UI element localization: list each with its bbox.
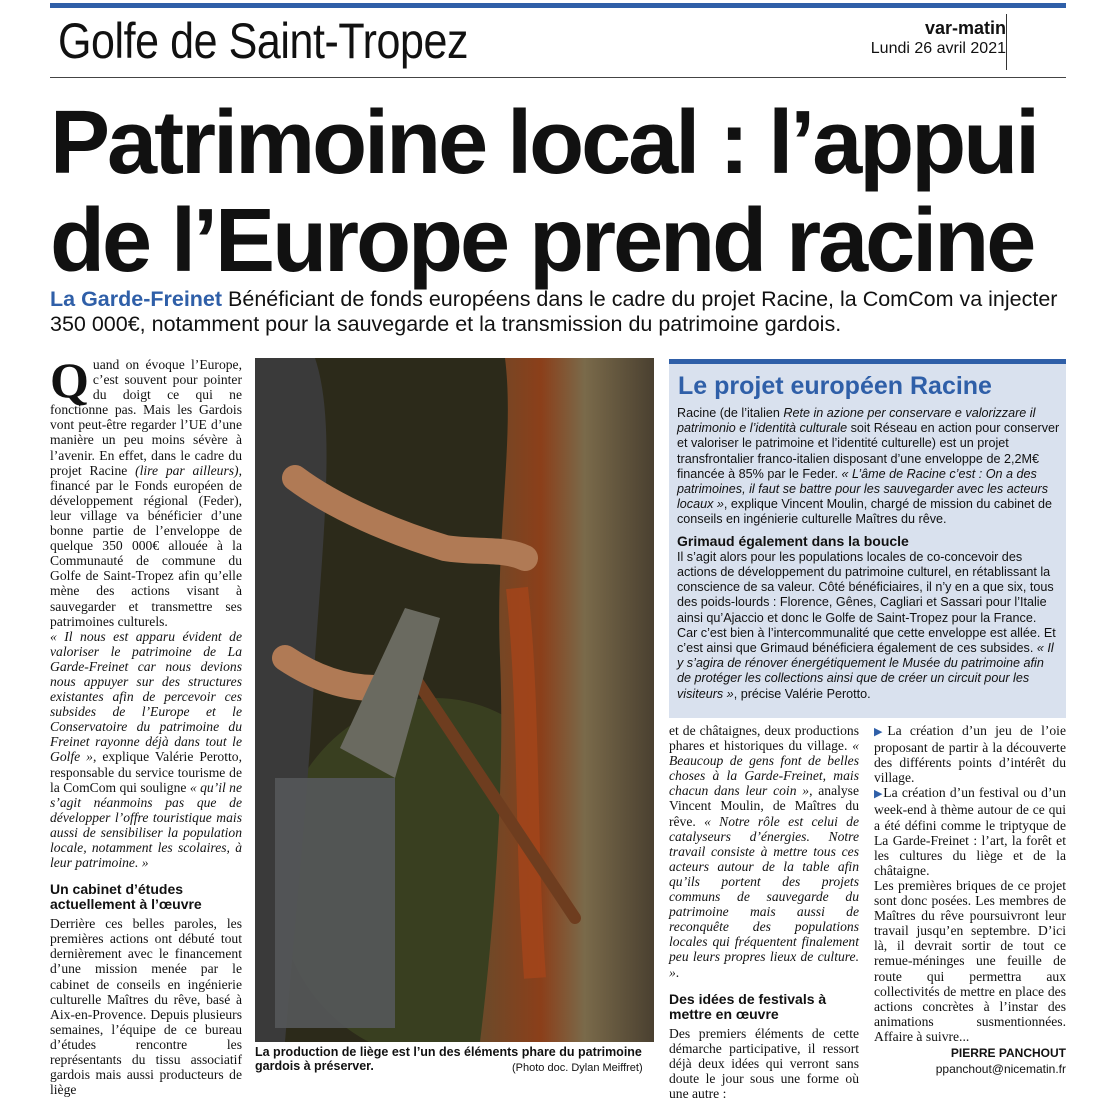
text-run: , explique Valérie Perotto, responsable du service tourisme de la ComCom qui souligne <box>50 749 242 795</box>
paragraph: Des premiers éléments de cette démarche participative, il ressort déjà deux idées qui verront sans doute le jour sous une forme où une autre : <box>669 1025 859 1101</box>
italic-run: (lire par ailleurs) <box>135 462 239 478</box>
paragraph <box>50 352 242 629</box>
article-headline <box>50 94 1090 290</box>
paragraph: Derrière ces belles paroles, les premières actions ont débuté tout dernièrement avec le financement d’une mission menée par le cabinet de conseils en ingénierie culturelle Maîtres du rêve, basé à Aix-en-Provence. Depuis plusieurs semaines, l’équipe de ce bureau d’études rencontre les représentants du tissu associatif gardois mais aussi producteurs de liège <box>50 916 242 1098</box>
box-subheading: Grimaud également dans la boucle <box>677 532 909 549</box>
box-title: Le projet européen Racine <box>678 372 992 400</box>
text-run: Racine (de l’italien <box>677 406 784 420</box>
author-name: PIERRE PANCHOUT <box>950 1046 1066 1060</box>
subheading: Un cabinet d’études actuellement à l’œuvre <box>50 881 202 913</box>
quote-run: « Il y s’agira de rénover énergétiquement le Musée du patrimoine afin de protéger les collections ainsi que de créer un circuit pour les visiteurs » <box>677 641 1054 701</box>
triangle-bullet-icon: ▶ <box>874 788 884 801</box>
italic-run: Rete in azione per conservare e valorizzare il patrimonio e l’identità culturale <box>677 406 1036 436</box>
lead-text: Bénéficiant de fonds européens dans le cadre du projet Racine, la ComCom va injecter 350 000€, notamment pour la sauvegarde et la transmission du patrimoine gardois. <box>50 287 1058 336</box>
quote-run: « Il nous est apparu évident de valoriser le patrimoine de La Garde-Freinet car nous devions nous appuyer sur des structures existantes afin de percevoir ces subsides de l’Europe et le Conservatoire du patrimoine du Freinet rayonne déjà dans tout le Golfe » <box>50 628 242 765</box>
text-run: . <box>675 964 680 980</box>
paragraph <box>669 723 859 980</box>
brand-name: var-matin <box>924 18 1006 38</box>
vertical-divider <box>1006 14 1007 70</box>
quote-run: « Beaucoup de gens font de belles choses à la Garde-Freinet, mais chacun dans leur coin » <box>669 738 859 799</box>
text-run: et de châtaignes, deux productions phares et historiques du village. <box>669 723 859 754</box>
header-divider <box>50 77 1066 78</box>
byline <box>874 1045 1066 1077</box>
text-run: , financé par le Fonds européen de développement régional (Feder), leur village va bénéficier d’une bonne partie de l’enveloppe de quelque 350 000€ allouée à la Communauté de commune du Golfe de Saint-Tropez afin qu’elle mène des actions visant à sauvegarder et transmettre ses patrimoines culturels. <box>50 462 242 629</box>
issue-date: Lundi 26 avril 2021 <box>870 40 1006 57</box>
paragraph <box>677 406 1060 528</box>
lead-place: La Garde-Freinet <box>50 287 223 311</box>
bullet-item <box>874 785 1066 878</box>
cork-harvest-photo <box>255 358 654 1042</box>
drop-cap: Q <box>50 352 89 408</box>
paragraph <box>50 629 242 871</box>
bullet-item <box>874 723 1066 785</box>
sidebar-box <box>669 359 1066 718</box>
quote-run: « L’âme de Racine c’est : On a des patrimoines, il faut se battre pour les sauvegarder avec les acteurs locaux » <box>677 466 1049 512</box>
quote-run: « Notre rôle est celui de catalyseurs d’énergies. Notre travail consiste à mettre tous ces acteurs autour de la table afin qu’ils portent des projets communs de sauvegarde du patrimoine mais aussi de reconquête des populations locales qui fréquentent finalement peu leurs propres lieux de culture. » <box>669 813 859 980</box>
headline-line-2: de l’Europe prend racine <box>50 191 1034 291</box>
photo-caption: La production de liège est l’un des éléments phare du patrimoine gardois à préserver. <box>255 1045 642 1073</box>
paragraph: Les premières briques de ce projet sont donc posées. Les membres de Maîtres du rêve poursuivront leur travail jusqu’en septembre. D’ici là, il devrait sortir de tout ce remue-méninges une feuille de route qui permettra aux collectivités de mettre en place des actions concrètes à l’instar des animations susmentionnées. Affaire à suivre... <box>874 877 1066 1044</box>
masthead-brand <box>871 18 1006 60</box>
box-body <box>677 406 1060 702</box>
text-run: , explique Vincent Moulin, chargé de mission du cabinet de conseils en ingénierie culturelle Maîtres du rêve. <box>677 497 1053 527</box>
text-run: uand on évoque l’Europe, c’est souvent pour pointer du doigt ce qui ne fonctionne pas. Mais les Gardois vont peut-être regarder l’UE d’une manière un peu moins sévère à l’avenir. En effet, dans le cadre du projet Racine <box>50 357 242 478</box>
article-column-3 <box>669 723 859 1101</box>
top-accent-bar <box>50 3 1066 8</box>
article-lead <box>50 287 1080 337</box>
article-column-4 <box>874 723 1066 1044</box>
text-run: , analyse Vincent Moulin, de Maîtres du rêve. <box>669 783 859 829</box>
subheading: Des idées de festivals à mettre en œuvre <box>669 990 827 1022</box>
photo-credit: (Photo doc. Dylan Meiffret) <box>512 1062 643 1074</box>
headline-line-1: Patrimoine local : l’appui <box>50 93 1038 193</box>
section-title: Golfe de Saint-Tropez <box>58 13 469 69</box>
text-run: soit Réseau en action pour conserver et valoriser le patrimoine et l’identité culturelle) est un projet transfrontalier franco-italien disposant d’une enveloppe de 2,2M€ financée à 85% par le Feder. <box>677 421 1060 481</box>
text-run: Il s’agit alors pour les populations locales de co-concevoir des actions de développement du patrimoine culturel, en rétablissant la conscience de sa valeur. Côté bénéficiaires, il n’y en a que six, tous des poids-lourds : Florence, Gênes, Cagliari et Sassari pour l’Italie ainsi qu’Ajaccio et donc le Golfe de Saint-Tropez pour la France. Car c’est bien à l’intercommunalité que cette enveloppe est allée. Et c’est ainsi que Grimaud bénéficiera également de ces subsides. <box>677 549 1056 656</box>
paragraph <box>677 550 1060 702</box>
text-run: La création d’un festival ou d’un week-end à thème autour de ce qui a été défini comme le triptyque de La Garde-Freinet : l’art, la forêt et les cultures du liège et de la châtaigne. <box>874 785 1066 878</box>
article-column-1 <box>50 352 242 1098</box>
quote-run: « qu’il ne s’agit néanmoins pas que de développer l’offre touristique mais aussi de sensibiliser la population locale, notamment les scolaires, à leur patrimoine. » <box>50 779 242 871</box>
triangle-bullet-icon: ▶ <box>874 726 888 738</box>
photo-illustration <box>255 358 654 1042</box>
author-email[interactable]: ppanchout@nicematin.fr <box>935 1062 1066 1076</box>
text-run: , précise Valérie Perotto. <box>733 686 871 701</box>
text-run: La création d’un jeu de l’oie proposant de partir à la découverte des différents points d’intérêt du village. <box>874 723 1066 786</box>
